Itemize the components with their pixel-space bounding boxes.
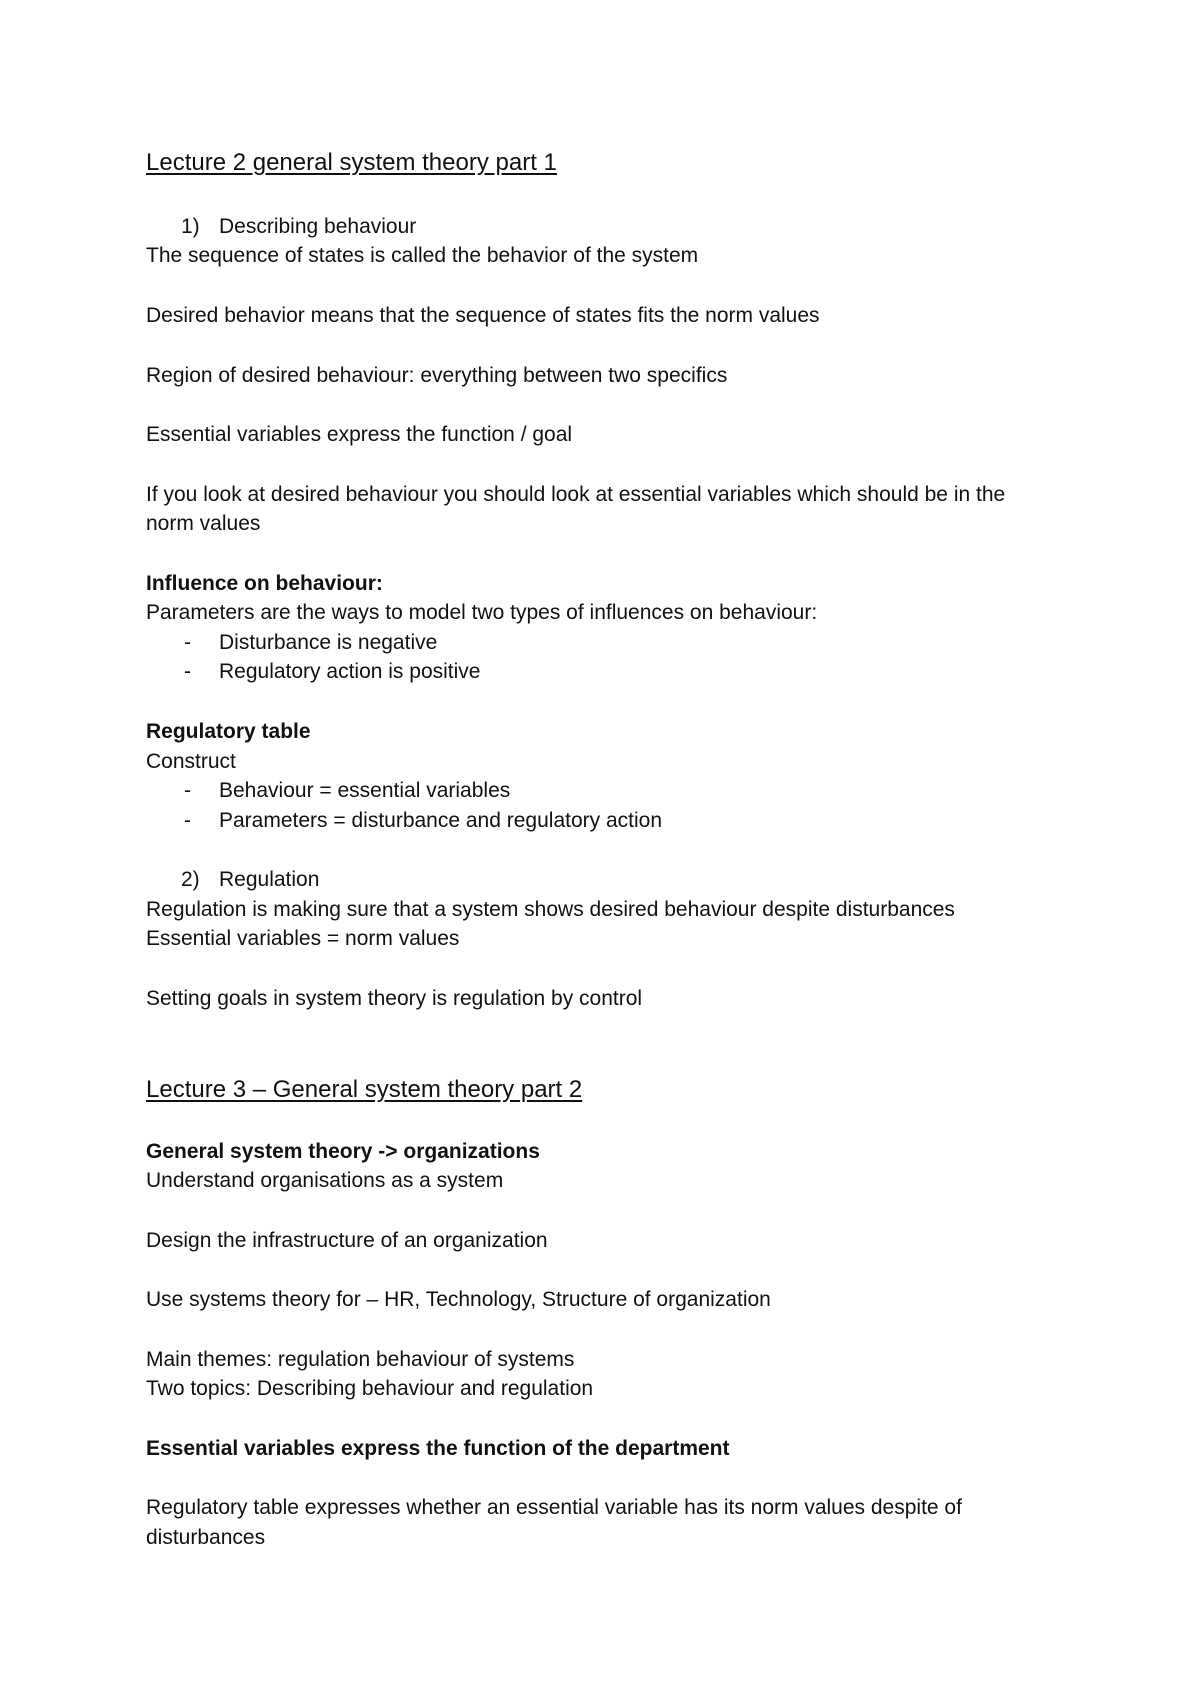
text-line: Use systems theory for – HR, Technology, Structure of organization	[146, 1288, 771, 1311]
lecture-2-heading: Lecture 2 general system theory part 1	[146, 149, 557, 176]
bullet-marker: -	[184, 631, 191, 654]
bullet-marker: -	[184, 809, 191, 832]
influence-intro: Parameters are the ways to model two types of influences on behaviour:	[146, 601, 818, 624]
influence-heading: Influence on behaviour:	[146, 572, 383, 595]
text-line: Two topics: Describing behaviour and regulation	[146, 1377, 594, 1400]
bullet-marker: -	[184, 779, 191, 802]
text-line: Design the infrastructure of an organization	[146, 1229, 548, 1252]
bold-line: Essential variables express the function of the department	[146, 1437, 730, 1460]
bullet-item: Parameters = disturbance and regulatory action	[219, 809, 662, 832]
section-2-title: Regulation	[219, 868, 320, 891]
text-line: Essential variables = norm values	[146, 927, 460, 950]
bullet-marker: -	[184, 660, 191, 683]
bullet-item: Regulatory action is positive	[219, 660, 481, 683]
bullet-item: Behaviour = essential variables	[219, 779, 511, 802]
section-1-number: 1)	[181, 215, 200, 238]
text-line: disturbances	[146, 1526, 266, 1549]
bullet-item: Disturbance is negative	[219, 631, 438, 654]
section-1-title: Describing behaviour	[219, 215, 417, 238]
text-line: Setting goals in system theory is regulation by control	[146, 987, 643, 1010]
text-line: Regulatory table expresses whether an essential variable has its norm values despite of	[146, 1496, 962, 1519]
section-2-number: 2)	[181, 868, 200, 891]
text-line: If you look at desired behaviour you should look at essential variables which should be in the	[146, 483, 1006, 506]
text-line: Understand organisations as a system	[146, 1169, 504, 1192]
regulatory-table-heading: Regulatory table	[146, 720, 311, 743]
text-line: The sequence of states is called the behavior of the system	[146, 244, 699, 267]
bold-line: General system theory -> organizations	[146, 1140, 540, 1163]
text-line: Regulation is making sure that a system shows desired behaviour despite disturbances	[146, 898, 955, 921]
text-line: Main themes: regulation behaviour of systems	[146, 1348, 575, 1371]
text-line: norm values	[146, 512, 261, 535]
lecture-3-heading: Lecture 3 – General system theory part 2	[146, 1076, 583, 1103]
text-line: Region of desired behaviour: everything between two specifics	[146, 364, 728, 387]
text-line: Essential variables express the function / goal	[146, 423, 573, 446]
regulatory-table-intro: Construct	[146, 750, 236, 773]
text-line: Desired behavior means that the sequence of states fits the norm values	[146, 304, 820, 327]
